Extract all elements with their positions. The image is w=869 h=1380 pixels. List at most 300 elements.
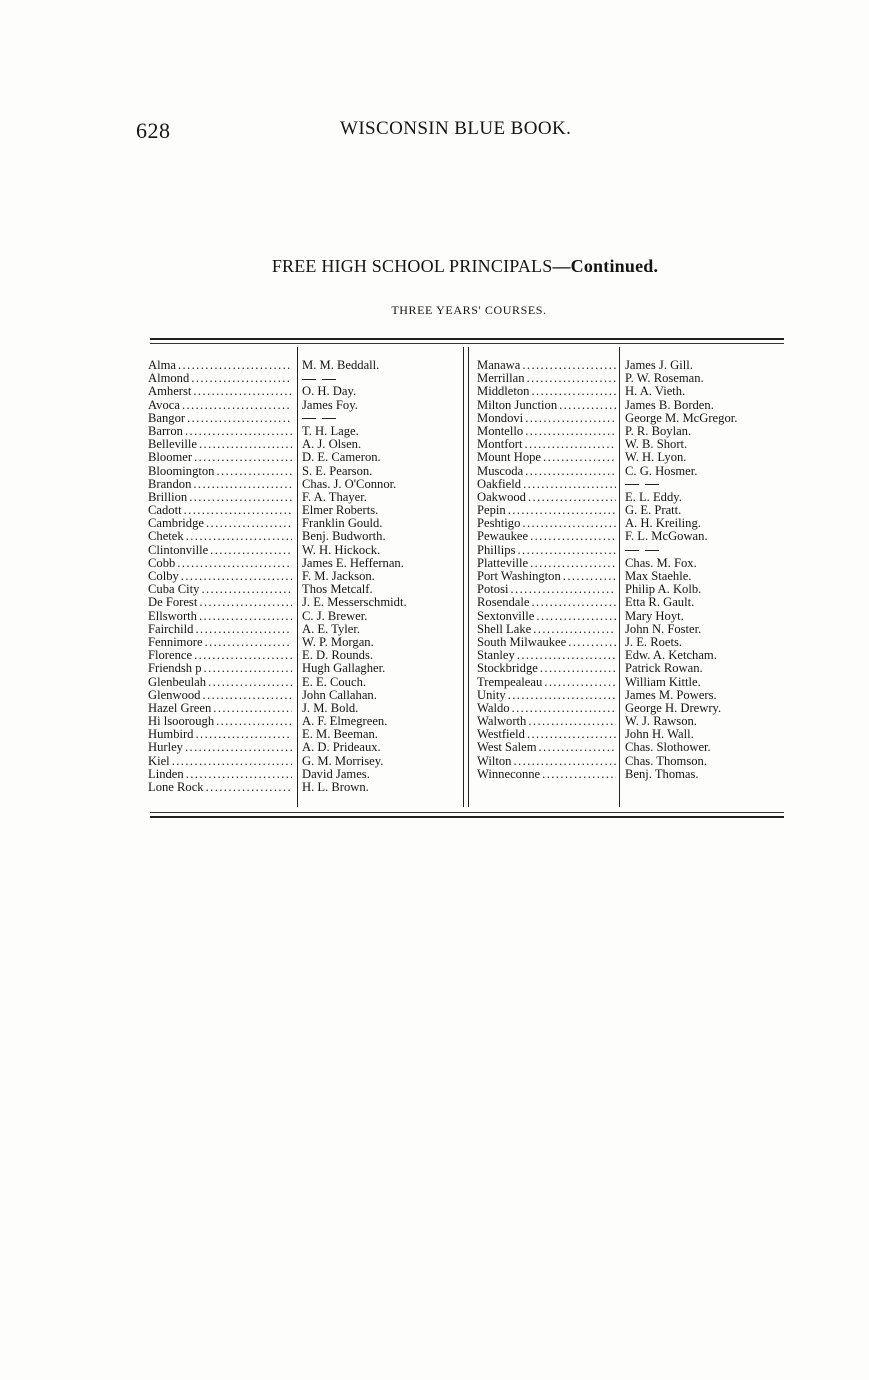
dot-leader	[184, 768, 292, 781]
school-name: Almond	[148, 372, 190, 386]
principal-entry	[302, 636, 460, 649]
principal-name: Thos Metcalf.	[302, 583, 373, 597]
school-entry	[477, 728, 616, 741]
principal-name: Hugh Gallagher.	[302, 662, 386, 676]
school-entry	[477, 438, 616, 451]
principal-entry	[302, 728, 460, 741]
dot-leader	[200, 689, 292, 702]
dot-leader	[523, 425, 616, 438]
school-name: Pepin	[477, 504, 506, 518]
school-entry	[148, 530, 292, 543]
principal-entry	[302, 755, 460, 768]
principal-name: Chas. J. O'Connor.	[302, 477, 397, 491]
school-name: Winneconne	[477, 767, 541, 781]
principal-entry	[302, 399, 460, 412]
principal-entry	[625, 504, 784, 517]
school-entry	[477, 702, 616, 715]
principal-name: James E. Heffernan.	[302, 556, 404, 570]
school-entry	[477, 372, 616, 385]
school-name: Stanley	[477, 649, 515, 663]
dot-leader	[192, 649, 292, 662]
principal-name: J. E. Roets.	[625, 635, 683, 649]
principal-entry	[302, 557, 460, 570]
principal-entry	[625, 676, 784, 689]
principal-name: E. M. Beeman.	[302, 728, 378, 742]
dot-leader	[192, 451, 292, 464]
school-entry	[477, 491, 616, 504]
school-name: Cuba City	[148, 583, 200, 597]
principal-entry	[302, 359, 460, 372]
principal-name: H. A. Vieth.	[625, 385, 686, 399]
title-main: FREE HIGH SCHOOL PRINCIPALS	[271, 256, 553, 276]
blank-dash	[322, 379, 336, 380]
school-entry	[477, 676, 616, 689]
school-entry	[148, 728, 292, 741]
school-entry	[477, 768, 616, 781]
school-entry	[148, 702, 292, 715]
dot-leader	[540, 768, 616, 781]
school-entry	[148, 557, 292, 570]
principal-entry	[625, 768, 784, 781]
principal-name: James B. Borden.	[625, 398, 714, 412]
dot-leader	[180, 399, 292, 412]
principal-entry	[625, 530, 784, 543]
dot-leader	[537, 741, 617, 754]
school-name: Wilton	[477, 754, 512, 768]
dot-leader	[176, 359, 292, 372]
principal-entry	[302, 517, 460, 530]
principal-name: Patrick Rowan.	[625, 662, 703, 676]
principal-entry	[302, 385, 460, 398]
center-divider-1	[463, 347, 464, 807]
principal-name: Benj. Budworth.	[302, 530, 386, 544]
center-divider-2	[468, 347, 469, 807]
right-column-divider	[619, 347, 620, 807]
dot-leader	[170, 755, 292, 768]
school-name: Rosendale	[477, 596, 530, 610]
principal-entry	[302, 610, 460, 623]
school-name: Clintonville	[148, 543, 209, 557]
dot-leader	[197, 596, 292, 609]
dot-leader	[523, 412, 616, 425]
dot-leader	[520, 517, 616, 530]
school-name: Cobb	[148, 556, 176, 570]
principal-entry	[302, 451, 460, 464]
dot-leader	[561, 570, 616, 583]
principal-name: Elmer Roberts.	[302, 504, 379, 518]
principal-name: F. M. Jackson.	[302, 570, 375, 583]
school-entry	[477, 504, 616, 517]
dot-leader	[515, 649, 616, 662]
dot-leader	[520, 359, 616, 372]
dot-leader	[202, 662, 292, 675]
school-entry	[148, 425, 292, 438]
school-name: Amherst	[148, 385, 192, 399]
dot-leader	[191, 478, 292, 491]
principal-name: A. H. Kreiling.	[625, 517, 701, 531]
school-name: Cadott	[148, 504, 182, 518]
dot-leader	[526, 715, 616, 728]
principal-name: Benj. Thomas.	[625, 767, 699, 781]
principal-name: Edw. A. Ketcham.	[625, 649, 717, 663]
principal-entry	[302, 583, 460, 596]
principal-name: J. M. Bold.	[302, 701, 359, 715]
dot-leader	[566, 636, 616, 649]
principal-entry	[302, 702, 460, 715]
dot-leader	[541, 451, 616, 464]
principal-name: M. M. Beddall.	[302, 359, 380, 372]
school-name: Mondovi	[477, 411, 524, 425]
principal-entry	[625, 689, 784, 702]
dot-leader	[182, 504, 292, 517]
dot-leader	[506, 689, 616, 702]
school-name: Manawa	[477, 359, 521, 372]
principal-name: G. M. Morrisey.	[302, 754, 384, 768]
school-entry	[477, 662, 616, 675]
school-name: Waldo	[477, 701, 510, 715]
school-name: Port Washington	[477, 570, 561, 583]
school-name: Oakwood	[477, 490, 526, 504]
dot-leader	[185, 412, 292, 425]
dot-leader	[521, 478, 616, 491]
principal-entry	[625, 583, 784, 596]
dot-leader	[208, 544, 292, 557]
school-name: Alma	[148, 359, 176, 372]
principal-entry	[302, 530, 460, 543]
school-entry	[477, 623, 616, 636]
principal-name: A. D. Prideaux.	[302, 741, 381, 755]
principal-entry	[302, 676, 460, 689]
dot-leader	[203, 636, 292, 649]
school-name: Westfield	[477, 728, 525, 742]
school-entry	[477, 465, 616, 478]
top-rule	[150, 338, 784, 340]
dot-leader	[214, 715, 292, 728]
school-entry	[148, 623, 292, 636]
dot-leader	[197, 438, 292, 451]
school-entry	[148, 715, 292, 728]
principal-entry	[625, 372, 784, 385]
principal-name: E. D. Rounds.	[302, 649, 374, 663]
school-name: Fairchild	[148, 622, 194, 636]
school-name: Stockbridge	[477, 662, 538, 676]
school-name: Glenbeulah	[148, 675, 207, 689]
school-name: Montello	[477, 424, 524, 438]
right-principal-column	[625, 359, 784, 781]
principal-entry	[625, 517, 784, 530]
principal-name: John Callahan.	[302, 688, 377, 702]
school-name: Hurley	[148, 741, 183, 755]
principal-entry	[625, 649, 784, 662]
school-entry	[477, 425, 616, 438]
principal-name: J. E. Messerschmidt.	[302, 596, 407, 610]
dot-leader	[204, 781, 292, 794]
dot-leader	[542, 676, 616, 689]
school-name: Merrillan	[477, 372, 525, 386]
school-name: Bloomer	[148, 451, 193, 465]
principal-name: A. E. Tyler.	[302, 622, 360, 636]
school-entry	[477, 385, 616, 398]
dot-leader	[183, 425, 292, 438]
school-name: Lone Rock	[148, 781, 204, 794]
school-entry	[477, 359, 616, 372]
principal-entry	[625, 728, 784, 741]
school-entry	[477, 517, 616, 530]
school-name: Phillips	[477, 543, 516, 557]
principal-name: Philip A. Kolb.	[625, 583, 702, 597]
school-entry	[148, 596, 292, 609]
principal-entry	[302, 491, 460, 504]
school-entry	[477, 636, 616, 649]
school-name: Friendsh p	[148, 662, 202, 676]
dot-leader	[557, 399, 616, 412]
school-name: Avoca	[148, 398, 180, 412]
school-entry	[148, 676, 292, 689]
school-name: Potosi	[477, 583, 509, 597]
school-name: Florence	[148, 649, 193, 663]
principal-entry	[625, 596, 784, 609]
school-entry	[477, 570, 616, 583]
school-name: Brillion	[148, 490, 188, 504]
principal-entry	[302, 596, 460, 609]
blank-dash	[625, 550, 639, 551]
school-name: Pewaukee	[477, 530, 529, 544]
principal-entry	[625, 451, 784, 464]
school-name: Fennimore	[148, 635, 203, 649]
school-name: Belleville	[148, 438, 197, 452]
school-entry	[477, 649, 616, 662]
principal-entry	[302, 689, 460, 702]
school-entry	[148, 451, 292, 464]
school-entry	[477, 530, 616, 543]
school-name: Peshtigo	[477, 517, 521, 531]
principal-name: Franklin Gould.	[302, 517, 383, 531]
school-name: Chetek	[148, 530, 184, 544]
principal-name: E. E. Couch.	[302, 675, 367, 689]
principal-name: E. L. Eddy.	[625, 490, 682, 504]
blank-dash	[625, 484, 639, 485]
right-school-column	[477, 359, 616, 781]
principal-entry	[625, 741, 784, 754]
dot-leader	[193, 728, 292, 741]
school-entry	[148, 399, 292, 412]
dot-leader	[526, 491, 616, 504]
school-name: Barron	[148, 424, 183, 438]
school-entry	[477, 596, 616, 609]
principal-name: W. J. Rawson.	[625, 715, 697, 729]
principal-entry	[302, 741, 460, 754]
school-entry	[148, 478, 292, 491]
school-name: Cambridge	[148, 517, 204, 531]
dot-leader	[197, 610, 292, 623]
principal-entry	[625, 438, 784, 451]
school-entry	[477, 544, 616, 557]
page-number: 628	[136, 118, 171, 143]
principal-entry	[302, 544, 460, 557]
principal-name: John H. Wall.	[625, 728, 694, 742]
school-name: Bangor	[148, 411, 186, 425]
dot-leader	[509, 583, 617, 596]
school-entry	[148, 741, 292, 754]
principal-entry	[625, 425, 784, 438]
dot-leader	[206, 676, 292, 689]
principal-entry	[625, 702, 784, 715]
school-name: Glenwood	[148, 688, 201, 702]
principal-entry	[302, 623, 460, 636]
school-name: Walworth	[477, 715, 527, 729]
principal-entry	[302, 425, 460, 438]
dot-leader	[525, 372, 616, 385]
principal-name: F. A. Thayer.	[302, 490, 367, 504]
principal-name: Chas. Slothower.	[625, 741, 711, 755]
principal-entry	[625, 385, 784, 398]
dot-leader	[191, 385, 292, 398]
left-school-column	[148, 359, 292, 794]
dot-leader	[528, 530, 616, 543]
dot-leader	[538, 662, 616, 675]
school-name: Kiel	[148, 754, 170, 768]
principal-name: James M. Powers.	[625, 688, 717, 702]
school-name: Linden	[148, 767, 184, 781]
principal-name: G. E. Pratt.	[625, 504, 682, 518]
school-name: Middleton	[477, 385, 530, 399]
dot-leader	[179, 570, 292, 583]
school-entry	[477, 399, 616, 412]
principal-name: Chas. M. Fox.	[625, 556, 697, 570]
dot-leader	[506, 504, 616, 517]
principal-name: W. H. Lyon.	[625, 451, 687, 465]
dot-leader	[531, 623, 616, 636]
school-entry	[477, 689, 616, 702]
school-entry	[148, 412, 292, 425]
principal-entry	[302, 570, 460, 583]
principal-entry	[625, 610, 784, 623]
principal-entry	[625, 478, 784, 491]
dot-leader	[211, 702, 292, 715]
school-entry	[477, 451, 616, 464]
school-name: Platteville	[477, 556, 529, 570]
principal-entry	[302, 438, 460, 451]
dot-leader	[183, 741, 292, 754]
school-name: Trempealeau	[477, 675, 543, 689]
school-name: Mount Hope	[477, 451, 542, 465]
school-entry	[148, 517, 292, 530]
dot-leader	[516, 544, 617, 557]
running-head: WISCONSIN BLUE BOOK.	[340, 118, 572, 139]
school-entry	[477, 478, 616, 491]
dot-leader	[528, 557, 616, 570]
school-entry	[148, 465, 292, 478]
school-entry	[148, 359, 292, 372]
school-name: Sextonville	[477, 609, 535, 623]
principal-entry	[625, 662, 784, 675]
dot-leader	[511, 755, 616, 768]
school-name: Humbird	[148, 728, 194, 742]
principal-name: S. E. Pearson.	[302, 464, 373, 478]
principal-entry	[302, 412, 460, 425]
school-entry	[477, 557, 616, 570]
dot-leader	[522, 438, 616, 451]
title-continued: —Continued.	[552, 256, 659, 276]
dot-leader	[187, 491, 292, 504]
bottom-rule-inner	[150, 812, 784, 813]
principal-name: John N. Foster.	[625, 622, 702, 636]
principal-entry	[302, 478, 460, 491]
school-entry	[477, 755, 616, 768]
principal-name: W. H. Hickock.	[302, 543, 381, 557]
principal-name: T. H. Lage.	[302, 424, 359, 438]
principal-name: Max Staehle.	[625, 570, 692, 583]
principal-entry	[625, 412, 784, 425]
principal-name: James Foy.	[302, 398, 358, 412]
school-name: Oakfield	[477, 477, 522, 491]
principal-entry	[625, 755, 784, 768]
blank-dash	[302, 379, 316, 380]
section-subtitle: THREE YEARS' COURSES.	[391, 303, 547, 317]
principal-name: A. J. Olsen.	[302, 438, 362, 452]
principal-entry	[625, 491, 784, 504]
school-name: Ellsworth	[148, 609, 197, 623]
school-entry	[477, 412, 616, 425]
school-name: Bloomington	[148, 464, 215, 478]
principal-name: F. L. McGowan.	[625, 530, 708, 544]
principal-name: George M. McGregor.	[625, 411, 738, 425]
school-entry	[148, 570, 292, 583]
dot-leader	[529, 596, 616, 609]
dot-leader	[523, 465, 616, 478]
school-entry	[148, 583, 292, 596]
principal-name: A. F. Elmegreen.	[302, 715, 388, 729]
principal-name: George H. Drewry.	[625, 701, 722, 715]
school-name: Hazel Green	[148, 701, 212, 715]
blank-dash	[322, 418, 336, 419]
school-name: West Salem	[477, 741, 537, 755]
principal-name: Etta R. Gault.	[625, 596, 695, 610]
school-name: Muscoda	[477, 464, 524, 478]
school-name: Montfort	[477, 438, 523, 452]
dot-leader	[184, 530, 292, 543]
principal-entry	[625, 715, 784, 728]
dot-leader	[189, 372, 292, 385]
blank-dash	[645, 484, 659, 485]
top-rule-inner	[150, 343, 784, 344]
school-entry	[148, 636, 292, 649]
principal-entry	[625, 636, 784, 649]
principal-entry	[302, 649, 460, 662]
dot-leader	[534, 610, 616, 623]
principal-entry	[625, 544, 784, 557]
left-column-divider	[297, 347, 298, 807]
school-name: Colby	[148, 570, 179, 583]
principal-name: O. H. Day.	[302, 385, 357, 399]
principal-entry	[625, 465, 784, 478]
school-entry	[148, 385, 292, 398]
principal-name: Chas. Thomson.	[625, 754, 707, 768]
school-entry	[148, 544, 292, 557]
principal-name: C. G. Hosmer.	[625, 464, 698, 478]
principal-entry	[625, 623, 784, 636]
school-entry	[148, 649, 292, 662]
principal-name: W. P. Morgan.	[302, 635, 374, 649]
school-name: Unity	[477, 688, 506, 702]
dot-leader	[199, 583, 292, 596]
principal-name: William Kittle.	[625, 675, 701, 689]
school-name: South Milwaukee	[477, 635, 567, 649]
principal-entry	[302, 662, 460, 675]
page-title	[0, 256, 869, 277]
left-principal-column	[302, 359, 460, 794]
principal-entry	[625, 399, 784, 412]
